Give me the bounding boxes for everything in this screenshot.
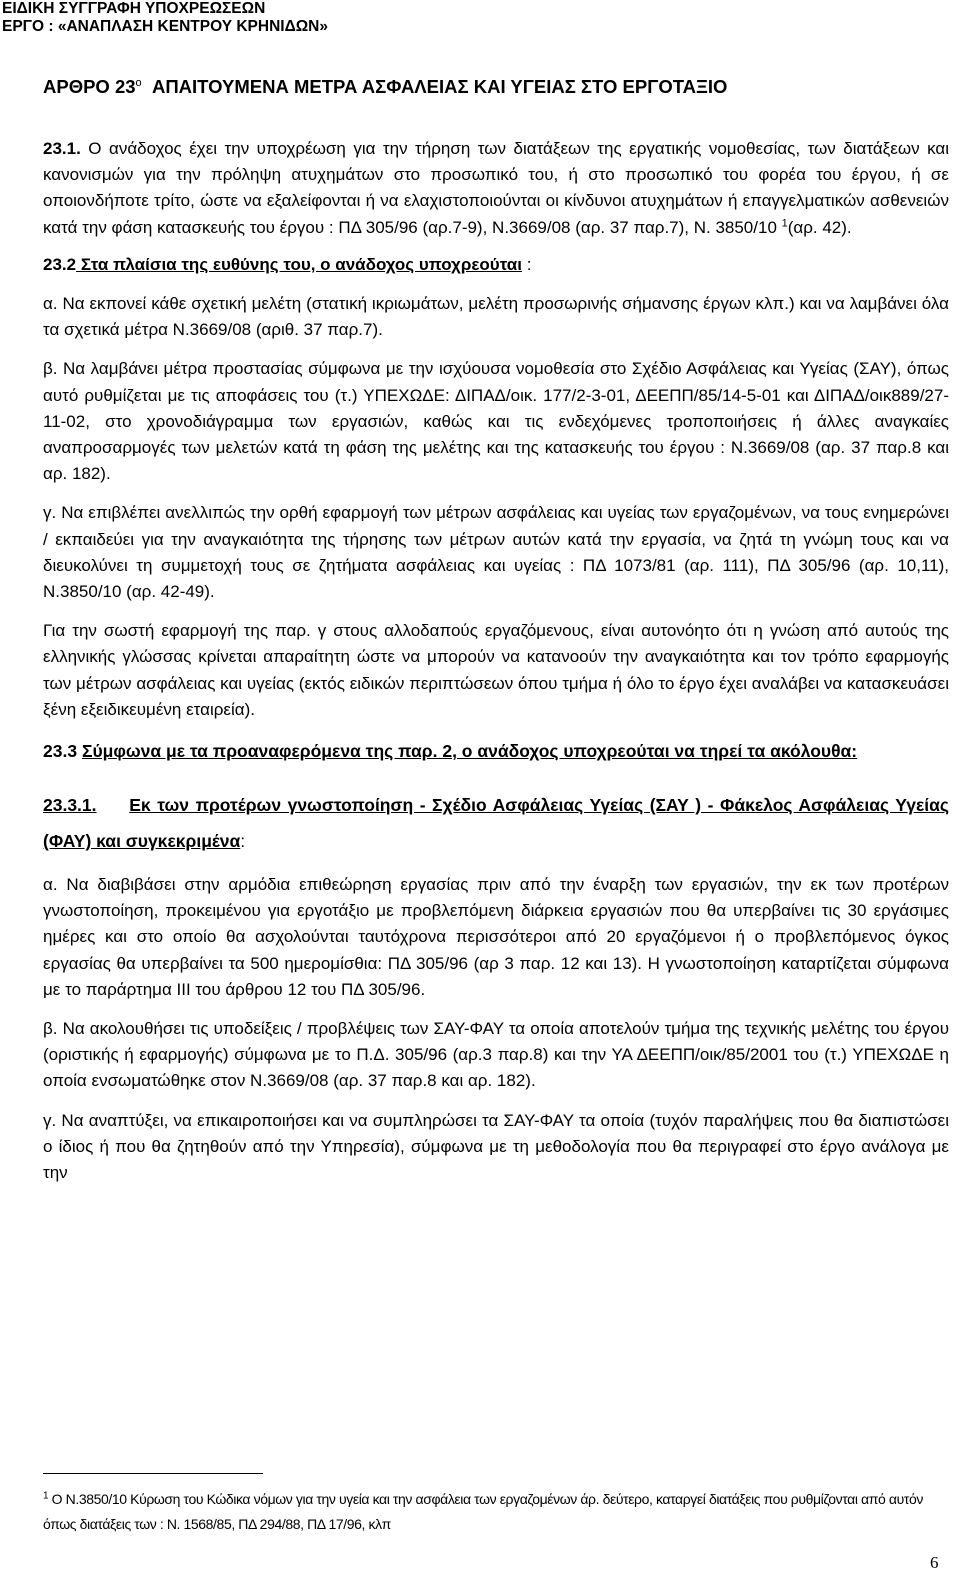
article-ordinal: ο	[135, 76, 142, 89]
section-23-1	[43, 136, 949, 241]
document-body	[43, 136, 949, 1186]
section-23-3-1-heading	[43, 787, 949, 859]
article-title	[43, 76, 727, 98]
section-23-2-note: Για την σωστή εφαρμογή της παρ. γ στους αλλοδαπούς εργαζόμενους, είναι αυτονόητο ότι η γνώση από αυτούς της ελληνικής γλώσσας κρίνεται απαραίτητη ώστε να μπορούν να κατανοούν την αναγκαιότητα και τον τρόπο εφαρμογής των μέτρων ασφάλειας και υγείας (εκτός ειδικών περιπτώσεων όπου τμήμα ή όλο το έργο έχει αναλάβει να κατασκευάσει ξένη εξειδικευμένη εταιρεία).	[43, 621, 949, 719]
heading-colon: :	[521, 254, 532, 274]
header-title: ΕΙΔΙΚΗ ΣΥΓΓΡΑΦΗ ΥΠΟΧΡΕΩΣΕΩΝ	[2, 0, 266, 17]
article-heading: ΑΠΑΙΤΟΥΜΕΝΑ ΜΕΤΡΑ ΑΣΦΑΛΕΙΑΣ ΚΑΙ ΥΓΕΙΑΣ ΣΤΟ ΕΡΓΟΤΑΞΙΟ	[151, 76, 728, 97]
section-23-3-1-item-c: γ. Να αναπτύξει, να επικαιροποιήσει και να συμπληρώσει τα ΣΑΥ-ΦΑΥ τα οποία (τυχόν παραλήψεις που θα διαπιστώσει ο ίδιος ή που θα ζητηθούν από την Υπηρεσία), σύμφωνα με τη μεθοδολογία που θα περιγραφεί στο έργο ανάλογα με την	[43, 1110, 949, 1183]
section-number: 23.2	[43, 254, 77, 274]
section-23-3-1-item-a: α. Να διαβιβάσει στην αρμόδια επιθεώρηση εργασίας πριν από την έναρξη των εργασιών, την εκ των προτέρων γνωστοποίηση, προκειμένου για εργοτάξιο με προβλεπόμενη διάρκεια εργασιών που θα υπερβαίνει τις 30 εργάσιμες ημέρες και στο οποίο θα ασχολούνται ταυτόχρονα περισσότεροι από 20 εργαζόμενοι ή ο προβλεπόμενος όγκος εργασίας θα υπερβαίνει τα 500 ημερομίσθια: ΠΔ 305/96 (αρ 3 παρ. 12 και 13). Η γνωστοποίηση καταρτίζεται σύμφωνα με το παράρτημα ΙΙΙ του άρθρου 12 του ΠΔ 305/96.	[43, 875, 949, 999]
section-23-2-item-b: β. Να λαμβάνει μέτρα προστασίας σύμφωνα με την ισχύουσα νομοθεσία στο Σχέδιο Ασφάλειας και Υγείας (ΣΑΥ), όπως αυτό ρυθμίζεται με τις αποφάσεις του (τ.) ΥΠΕΧΩΔΕ: ΔΙΠΑΔ/οικ. 177/2-3-01, ΔΕΕΠΠ/85/14-5-01 και ΔΙΠΑΔ/οικ889/27-11-02, στο χρονοδιάγραμμα των εργασιών, καθώς και τις ενδεχόμενες τροποποιήσεις ή άλλες αναγκαίες αναπροσαρμογές των μελετών κατά τη φάση της μελέτης και της κατασκευής του έργου : Ν.3669/08 (αρ. 37 παρ.8 και αρ. 182).	[43, 359, 949, 484]
footnote-separator	[43, 1473, 263, 1474]
footnote-ref: 1	[781, 216, 788, 229]
section-text: Ο ανάδοχος έχει την υποχρέωση για την τήρηση των διατάξεων της εργατικής νομοθεσίας, των διατάξεων και κανονισμών για την πρόληψη ατυχημάτων στο προσωπικό του, ή στο προσωπικό του φορέα του έργου, ή σε οποιονδήποτε τρίτο, ώστε να εξαλείφονται ή να ελαχιστοποιούνται οι κίνδυνοι ατυχημάτων ή επαγγελματικών ασθενειών κατά την φάση κατασκευής του έργου : ΠΔ 305/96 (αρ.7-9), Ν.3669/08 (αρ. 37 παρ.7), Ν. 3850/10	[43, 139, 949, 237]
section-23-2-item-c: γ. Να επιβλέπει ανελλιπώς την ορθή εφαρμογή των μέτρων ασφάλειας και υγείας των εργαζομένων, να τους ενημερώνει / εκπαιδεύει για την αναγκαιότητα της τήρησης των μέτρων αυτών κατά την εργασία, να ζητά τη γνώμη τους και να διευκολύνει τη συμμετοχή τους σε ζητήματα ασφάλειας και υγείας : ΠΔ 1073/81 (αρ. 111), ΠΔ 305/96 (αρ. 10,11), Ν.3850/10 (αρ. 42-49).	[43, 503, 949, 602]
section-23-2-item-a: α. Να εκπονεί κάθε σχετική μελέτη (στατική ικριωμάτων, μελέτη προσωρινής σήμανσης έργων κλπ.) και να λαμβάνει όλα τα σχετικά μέτρα Ν.3669/08 (αριθ. 37 παρ.7).	[43, 294, 949, 340]
section-heading: Στα πλαίσια της ευθύνης του, ο ανάδοχος υποχρεούται	[76, 254, 522, 274]
section-23-2-heading	[43, 252, 949, 278]
section-23-3-heading	[43, 733, 949, 769]
section-number: 23.1.	[43, 139, 81, 158]
header-project: ΕΡΓΟ : «ΑΝΑΠΛΑΣΗ ΚΕΝΤΡΟΥ ΚΡΗΝΙΔΩΝ»	[2, 18, 328, 35]
section-heading: Σύμφωνα με τα προαναφερόμενα της παρ. 2, ο ανάδοχος υποχρεούται να τηρεί τα ακόλουθα:	[81, 741, 858, 762]
footnote-text: Ο Ν.3850/10 Κύρωση του Κώδικα νόμων για την υγεία και την ασφάλεια των εργαζομένων άρ. δεύτερο, καταργεί διατάξεις που ρυθμίζονται από αυτόν όπως διατάξεις των : Ν. 1568/85, ΠΔ 294/88, ΠΔ 17/96, κλπ	[43, 1491, 923, 1532]
footnote-mark: 1	[43, 1490, 49, 1502]
section-number: 23.3	[43, 741, 78, 762]
section-heading: Εκ των προτέρων γνωστοποίηση - Σχέδιο Ασφάλειας Υγείας (ΣΑΥ ) - Φάκελος Ασφάλειας Υγείας (ΦΑΥ) και συγκεκριμένα	[43, 795, 949, 852]
page-number: 6	[930, 1553, 939, 1572]
section-23-3-1-item-b: β. Να ακολουθήσει τις υποδείξεις / προβλέψεις των ΣΑΥ-ΦΑΥ τα οποία αποτελούν τμήμα της τεχνικής μελέτης του έργου (οριστικής ή εφαρμογής) σύμφωνα με το Π.Δ. 305/96 (αρ.3 παρ.8) και την ΥΑ ΔΕΕΠΠ/οικ/85/2001 του (τ.) ΥΠΕΧΩΔΕ η οποία ενσωματώθηκε στον Ν.3669/08 (αρ. 37 παρ.8 και αρ. 182).	[43, 1019, 949, 1091]
section-number: 23.3.1.	[43, 795, 97, 816]
article-prefix: ΑΡΘΡΟ 23	[43, 76, 136, 97]
footnote	[43, 1487, 943, 1537]
heading-colon: :	[240, 831, 246, 852]
section-text-tail: (αρ. 42).	[787, 217, 852, 237]
